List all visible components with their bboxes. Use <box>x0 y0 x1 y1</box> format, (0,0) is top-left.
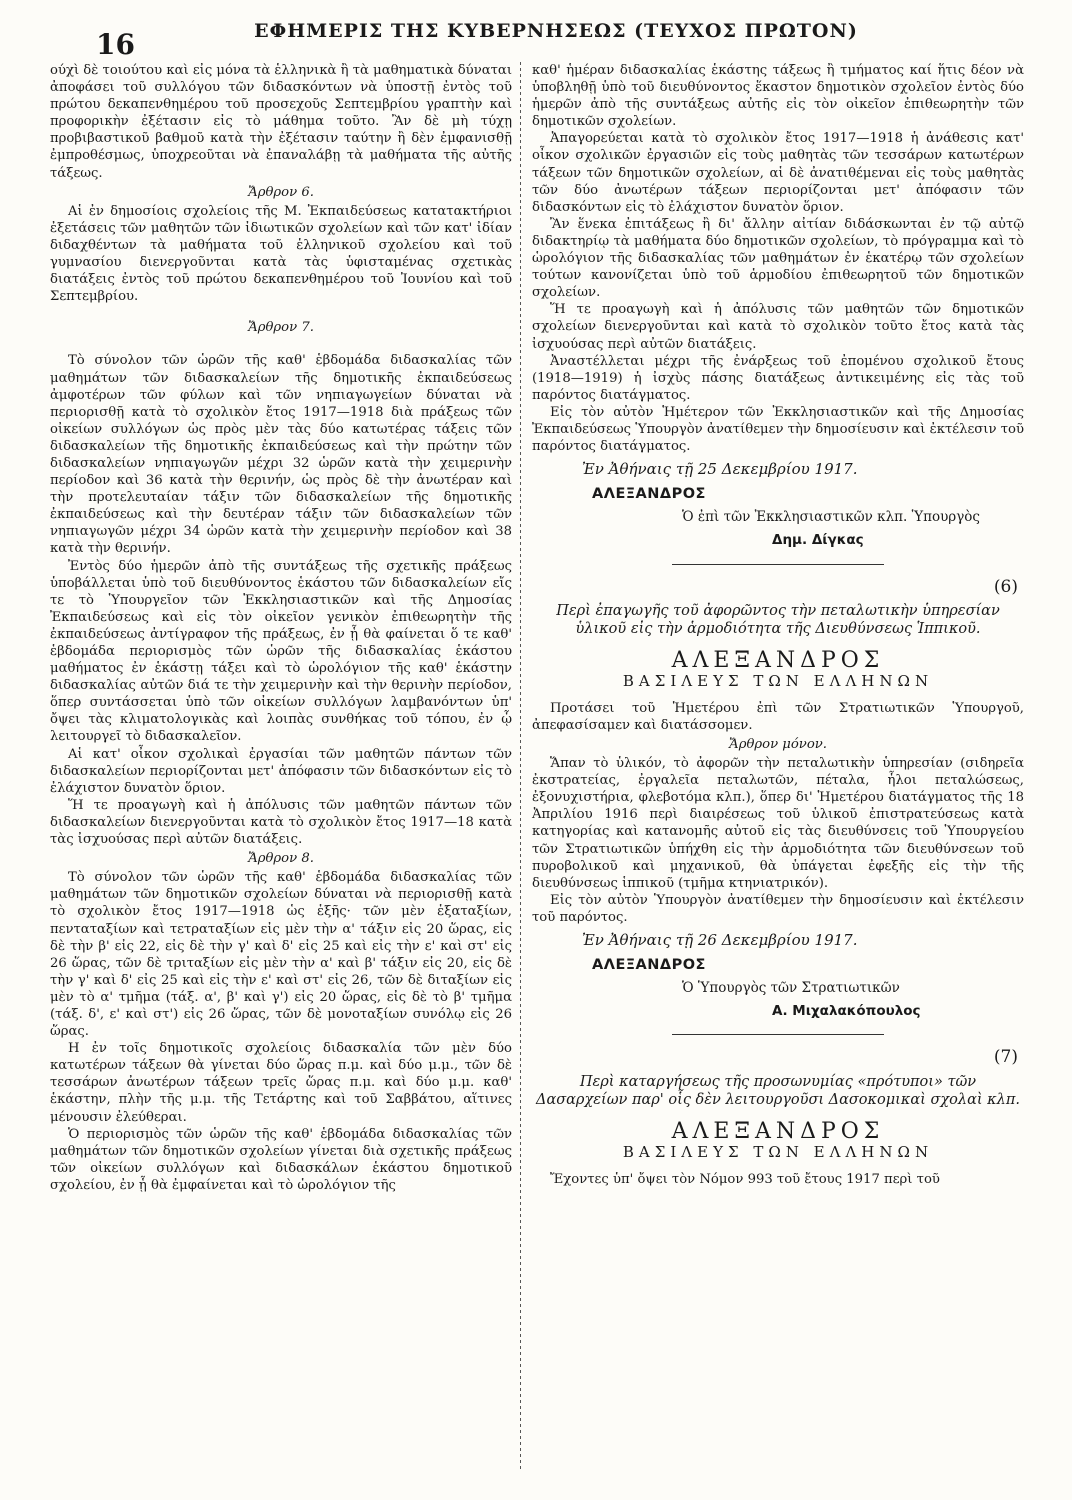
minister-name: Α. Μιχαλακόπουλος <box>772 1003 921 1020</box>
king-signature: ΑΛΕΞΑΝΔΡΟΣ <box>592 957 706 974</box>
paragraph: Ἔχοντες ὑπ' ὄψει τὸν Νόμον 993 τοῦ ἔτους 1917 περὶ τοῦ <box>550 1171 940 1187</box>
paragraph: Εἰς τὸν αὐτὸν Ἡμέτερον τῶν Ἐκκλησιαστικῶν καὶ τῆς Δημοσίας Ἐκπαιδεύσεως Ὑπουργὸν ἀνατίθεμεν τὴν δημοσίευσιν καὶ ἐκτέλεσιν τοῦ παρόντος διατάγματος. <box>532 404 1024 455</box>
king-subheading: ΒΑΣΙΛΕΥΣ ΤΩΝ ΕΛΛΗΝΩΝ <box>622 1142 934 1161</box>
paragraph: Εἰς τὸν αὐτὸν Ὑπουργὸν ἀνατίθεμεν τὴν δημοσίευσιν καὶ ἐκτέλεσιν τοῦ παρόντος. <box>532 892 1024 925</box>
decree-number: (7) <box>993 1047 1018 1068</box>
right-column <box>532 62 1024 1188</box>
paragraph: ούχὶ δὲ τοιούτου καὶ εἰς μόνα τὰ ἑλληνικὰ ἢ τὰ μαθηματικὰ δύναται ἀποφάσει τοῦ συλλόγου τῶν διδασκόντων νὰ ὑποστῇ ἐντὸς τοῦ πρώτου δεκαπενθημέρου τοῦ προσεχοῦς Σεπτεμβρίου γραπτὴν καὶ προφορικὴν ἐξέτασιν εἰς τὸ μάθημα τοῦτο. Ἂν δὲ μὴ τύχῃ προβιβαστικοῦ βαθμοῦ κατὰ τὴν ἐξέτασιν ταύτην ἢ δὲν ἐμφανισθῇ ἐμπροθέσμως, ὑποχρεοῦται νὰ ἐπαναλάβῃ τὰ μαθήματα τῆς αὐτῆς τάξεως. <box>50 63 512 181</box>
paragraph: Η ἐν τοῖς δημοτικοῖς σχολείοις διδασκαλία τῶν μὲν δύο κατωτέρων τάξεων θὰ γίνεται δύο ὥρας π.μ. καὶ δύο μ.μ., τῶν δὲ τεσσάρων ἀνωτέρων τάξεων τρεῖς ὥρας π.μ. καὶ δύο μ.μ. καθ' ἑκάστην, πλὴν τῆς μ.μ. τῆς Τετάρτης καὶ τοῦ Σαββάτου, αἵτινες μένουσιν ἐλεύθεραι. <box>50 1041 512 1125</box>
paragraph: Ἀπαγορεύεται κατὰ τὸ σχολικὸν ἔτος 1917—1918 ἡ ἀνάθεσις κατ' οἶκον σχολικῶν ἐργασιῶν εἰς τοὺς μαθητὰς τῶν τεσσάρων κατωτέρων τάξεων τῶν δημοτικῶν σχολείων, αἱ δὲ ἀνατιθέμεναι εἰς τοὺς μαθητὰς τῶν δύο ἀνωτέρων τάξεων περιορίζονται μετ' ἀπόφασιν τῶν διδασκόντων εἰς τὸ ἐλάχιστον δυνατὸν ὅριον. <box>532 131 1024 215</box>
paragraph: καθ' ἡμέραν διδασκαλίας ἑκάστης τάξεως ἢ τμήματος καί ἥτις δέον νὰ ὑποβληθῇ ὑπὸ τοῦ διευθύνοντος ἕκαστον δημοτικὸν σχολεῖον ἐντὸς δύο ἡμερῶν ἀπὸ τῆς συντάξεως αὐτῆς εἰς τὸν οἰκεῖον ἐπιθεωρητὴν τῶν δημοτικῶν σχολείων. <box>532 63 1024 130</box>
paragraph: Τὸ σύνολον τῶν ὡρῶν τῆς καθ' ἑβδομάδα διδασκαλίας τῶν μαθημάτων τῶν διδασκαλείων τῆς δημοτικῆς ἐκπαιδεύσεως ἀμφοτέρων τῶν φύλων καὶ τῶν νηπιαγωγείων δύναται νὰ περιορισθῇ κατὰ τὸ σχολικὸν ἔτος 1917—1918 διὰ πράξεως τῶν οἰκείων συλλόγων ὡς πρὸς μὲν τὰς δύο κατωτέρας τάξεις τῶν διδασκαλείων τῆς δημοτικῆς ἐκπαιδεύσεως καὶ τὴν πρώτην τῶν διδασκαλείων νηπιαγωγῶν μέχρι 32 ὡρῶν κατὰ τὴν χειμερινὴν περίοδον καὶ 36 κατὰ τὴν θερινήν, ὡς πρὸς δὲ τὴν ἀνωτέραν καὶ τὴν προτελευταίαν τάξιν τῶν διδασκαλείων τῆς δημοτικῆς ἐκπαιδεύσεως καὶ τὴν δευτέραν τάξιν τῶν διδασκαλείων τῶν νηπιαγωγῶν μέχρι 34 ὡρῶν κατὰ τὴν χειμερινὴν περίοδον καὶ 38 κατὰ τὴν θερινήν. <box>50 353 512 557</box>
paragraph: Ἂν ἕνεκα ἐπιτάξεως ἢ δι' ἄλλην αἰτίαν διδάσκωνται ἐν τῷ αὐτῷ διδακτηρίῳ τὰ μαθήματα δύο δημοτικῶν σχολείων, τὸ πρόγραμμα καὶ τὸ ὡρολόγιον τῆς διδασκαλίας τῶν μαθημάτων ἐν ἑκατέρῳ τῶν σχολείων τούτων κανονίζεται ὑπὸ τοῦ ἁρμοδίου ἐπιθεωρητοῦ τῶν δημοτικῶν σχολείων. <box>532 216 1024 301</box>
running-head: ΕΦΗΜΕΡΙΣ ΤΗΣ ΚΥΒΕΡΝΗΣΕΩΣ (ΤΕΥΧΟΣ ΠΡΩΤΟΝ) <box>254 20 858 42</box>
article-heading: Ἄρθρον μόνον. <box>729 737 827 752</box>
minister-title: Ὁ ἐπὶ τῶν Ἐκκλησιαστικῶν κλπ. Ὑπουργὸς <box>682 509 980 526</box>
decree-title: Περὶ καταργήσεως τῆς προσωνυμίας «πρότυποι» τῶν Δασαρχείων παρ' οἷς δὲν λειτουργοῦσι Δασοκομικαὶ σχολαὶ κλπ. <box>535 1073 1020 1108</box>
king-subheading: ΒΑΣΙΛΕΥΣ ΤΩΝ ΕΛΛΗΝΩΝ <box>622 671 934 690</box>
page-number: 16 <box>96 28 135 61</box>
paragraph: Προτάσει τοῦ Ἡμετέρου ἐπὶ τῶν Στρατιωτικῶν Ὑπουργοῦ, ἀπεφασίσαμεν καὶ διατάσσομεν. <box>532 700 1024 733</box>
column-divider <box>520 62 521 1472</box>
decree-title: Περὶ ἐπαγωγῆς τοῦ ἀφορῶντος τὴν πεταλωτικὴν ὑπηρεσίαν ὑλικοῦ εἰς τὴν ἁρμοδιότητα τῆς Διευθύνσεως Ἱππικοῦ. <box>556 602 1000 637</box>
dateline: Ἐν Ἀθήναις τῇ 26 Δεκεμβρίου 1917. <box>582 931 858 950</box>
left-column <box>50 62 512 1194</box>
paragraph: Αἱ κατ' οἶκον σχολικαὶ ἐργασίαι τῶν μαθητῶν πάντων τῶν διδασκαλείων περιορίζονται μετ' ἀπόφασιν τῶν διδασκόντων εἰς τὸ ἐλάχιστον δυνατὸν ὅριον. <box>50 746 512 796</box>
paragraph: Τὸ σύνολον τῶν ὡρῶν τῆς καθ' ἑβδομάδα διδασκαλίας τῶν μαθημάτων τῶν δημοτικῶν σχολείων δύναται νὰ περιορισθῇ κατὰ τὸ σχολικὸν ἔτος 1917—1918 ὡς ἑξῆς· τῶν μὲν ἑξαταξίων, πενταταξίων καὶ τετραταξίων εἰς μὲν τὴν α' τάξιν εἰς 20 ὥρας, εἰς δὲ τὴν β' εἰς 22, εἰς δὲ τὴν γ' καὶ δ' εἰς 25 καὶ εἰς τὴν ε' καὶ στ' εἰς 26 ὥρας, τῶν δὲ τριταξίων εἰς μὲν τὴν α' καὶ β' τάξιν εἰς 20, εἰς δὲ τὴν γ' καὶ δ' εἰς 25 καὶ εἰς τὴν ε' καὶ στ' εἰς 26, τῶν δὲ διταξίων εἰς μὲν τὸ α' τμῆμα (τάξ. α', β' καὶ γ') εἰς 20 ὥρας, εἰς δὲ τὸ β' τμῆμα (τάξ. δ', ε' καὶ στ') εἰς 26 ὥρας, τῶν δὲ μονοταξίων συνόλῳ εἰς 26 ὥρας. <box>50 870 512 1040</box>
paragraph: Ἥ τε προαγωγὴ καὶ ἡ ἀπόλυσις τῶν μαθητῶν τῶν δημοτικῶν σχολείων διενεργοῦνται καὶ κατὰ τὸ σχολικὸν τοῦτο ἔτος κατὰ τὰς ἰσχυούσας περὶ αὐτῶν διατάξεις. <box>532 302 1024 352</box>
article-heading: Ἄρθρον 7. <box>248 320 314 336</box>
paragraph: Ἥ τε προαγωγὴ καὶ ἡ ἀπόλυσις τῶν μαθητῶν πάντων τῶν διδασκαλείων διενεργοῦνται κατὰ τὸ σχολικὸν ἔτος 1917—18 κατὰ τὰς ἰσχυούσας περὶ αὐτῶν διατάξεις. <box>50 797 512 848</box>
paragraph: Ἅπαν τὸ ὑλικόν, τὸ ἀφορῶν τὴν πεταλωτικὴν ὑπηρεσίαν (σιδηρεῖα ἐκστρατείας, ἐργαλεῖα πεταλωτῶν, πέταλα, ἧλοι πεταλώσεως, ἐξονυχιστήρια, φλεβοτόμα κλπ.), ὅπερ δι' Ἡμετέρου διατάγματος τῆς 18 Ἀπριλίου 1916 περὶ διαιρέσεως τοῦ ὑλικοῦ ἐπιστρατεύσεως κατὰ κατηγορίας καὶ κατανομῆς αὐτοῦ εἰς τὰς διευθύνσεις τοῦ Ὑπουργείου τῶν Στρατιωτικῶν ὑπήχθη εἰς τὴν ἁρμοδιότητα τῶν διευθύνσεων τοῦ πυροβολικοῦ καὶ μηχανικοῦ, θὰ ὑπάγεται ἐφεξῆς εἰς τὴν τῆς διευθύνσεως ἱππικοῦ (τμῆμα κτηνιατρικόν). <box>532 756 1024 891</box>
minister-title: Ὁ Ὑπουργὸς τῶν Στρατιωτικῶν <box>682 980 900 997</box>
paragraph: Ἐντὸς δύο ἡμερῶν ἀπὸ τῆς συντάξεως τῆς σχετικῆς πράξεως ὑποβάλλεται ὑπὸ τοῦ διευθύνοντος ἑκάστου τῶν διδασκαλείων εἴς τε τὸ Ὑπουργεῖον τῶν Ἐκκλησιαστικῶν καὶ τῆς Δημοσίας Ἐκπαιδεύσεως καὶ εἰς τὸν οἰκεῖον γενικὸν ἐπιθεωρητὴν τῆς ἐκπαιδεύσεως ἀντίγραφον τῆς πράξεως, ἐν ᾗ θὰ φαίνεται ὅ τε καθ' ἑβδομάδα περιορισμὸς τῶν ὡρῶν τῆς διδασκαλίας ἑκάστου μαθήματος ἐν ἑκάστῃ τάξει καὶ τὸ ὡρολόγιον τῆς καθ' ἑκάστην διδασκαλίας αὐτῶν διά τε τὴν χειμερινὴν καὶ τὴν θερινὴν περίοδον, ὅπερ συντάσσεται ὑπὸ τῶν οἰκείων συλλόγων λαμβανόντων ὑπ' ὄψει τὰς κλιματολογικὰς καὶ λοιπὰς συνθήκας τοῦ τόπου, ἐν ᾧ λειτουργεῖ τὸ διδασκαλεῖον. <box>50 558 512 745</box>
king-heading: ΑΛΕΞΑΝΔΡΟΣ <box>671 647 885 673</box>
minister-name: Δημ. Δίγκας <box>772 532 864 549</box>
paragraph: Ἀναστέλλεται μέχρι τῆς ἐνάρξεως τοῦ ἐπομένου σχολικοῦ ἔτους (1918—1919) ἡ ἰσχὺς πάσης διατάξεως ἀντικειμένης εἰς τὰς τοῦ παρόντος διατάγματος. <box>532 353 1024 403</box>
dateline: Ἐν Ἀθήναις τῇ 25 Δεκεμβρίου 1917. <box>582 460 858 479</box>
section-rule <box>672 564 884 565</box>
article-heading: Ἄρθρον 6. <box>248 184 314 200</box>
paragraph: Αἱ ἐν δημοσίοις σχολείοις τῆς Μ. Ἐκπαιδεύσεως κατατακτήριοι ἐξετάσεις τῶν μαθητῶν τῶν ἰδιωτικῶν σχολείων καὶ τῶν κατ' ἰδίαν διδαχθέντων τὰ μαθήματα τοῦ ἑλληνικοῦ σχολείου καὶ τοῦ γυμνασίου διενεργοῦνται κατὰ τὰς ὑφισταμένας σχετικὰς διατάξεις ἐντὸς τοῦ πρώτου δεκαπενθημέρου τοῦ Ἰουνίου καὶ τοῦ Σεπτεμβρίου. <box>50 203 512 305</box>
king-heading: ΑΛΕΞΑΝΔΡΟΣ <box>671 1118 885 1144</box>
article-heading: Ἄρθρον 8. <box>248 851 314 867</box>
king-signature: ΑΛΕΞΑΝΔΡΟΣ <box>592 486 706 503</box>
decree-number: (6) <box>993 576 1018 597</box>
section-rule <box>672 1034 884 1035</box>
paragraph: Ὁ περιορισμὸς τῶν ὡρῶν τῆς καθ' ἑβδομάδα διδασκαλίας τῶν μαθημάτων τῶν δημοτικῶν σχολείων γίνεται διὰ σχετικῆς πράξεως τῶν οἰκείων συλλόγων καὶ διδασκάλων ἑκάστου δημοτικοῦ σχολείου, ἐν ᾗ θὰ ἐμφαίνεται καὶ τὸ ὡρολόγιον τῆς <box>50 1126 512 1193</box>
